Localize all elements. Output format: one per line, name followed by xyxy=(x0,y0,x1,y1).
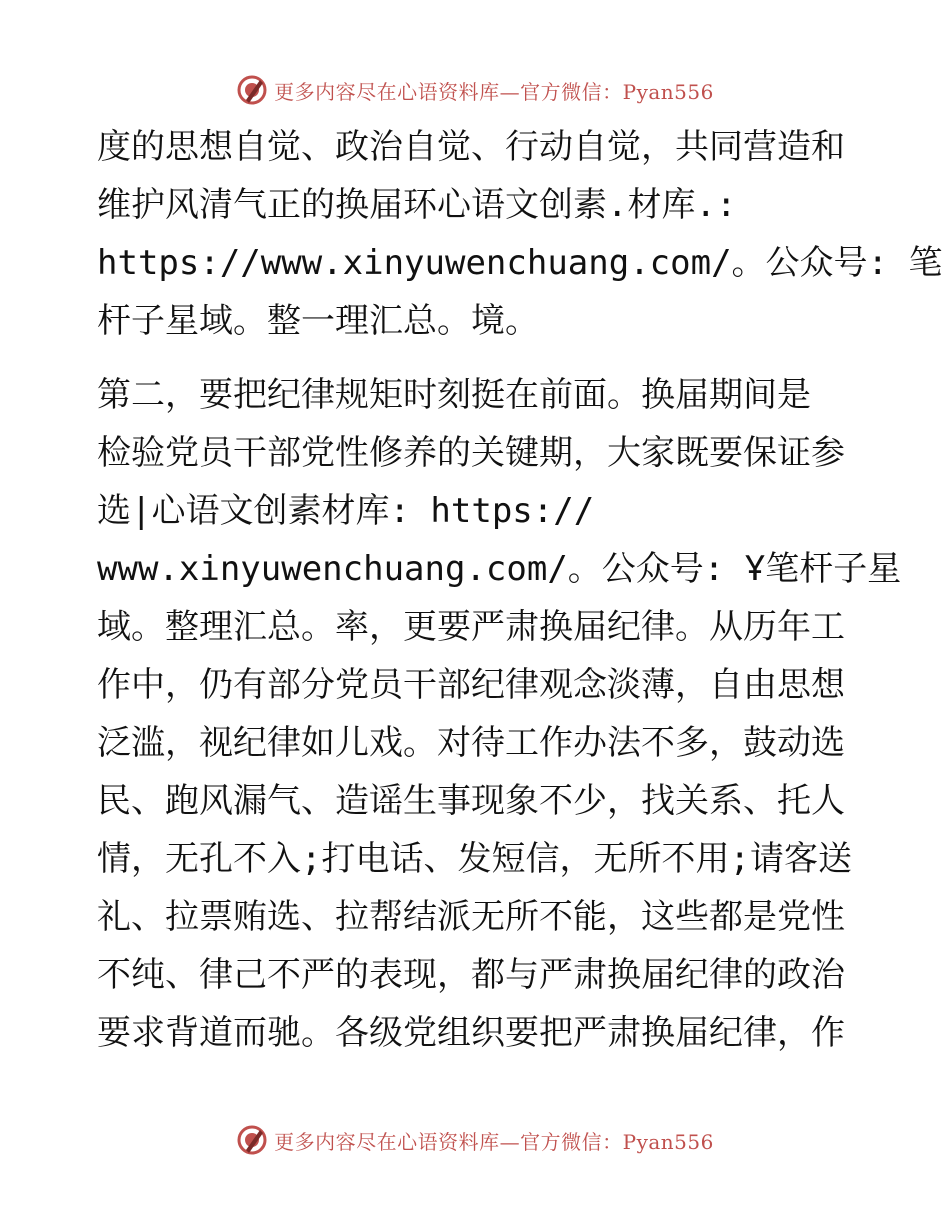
text-line: 民、跑风漏气、造谣生事现象不少，找关系、托人 xyxy=(97,781,845,821)
header-banner-text: 更多内容尽在心语资料库—官方微信：Pyan556 xyxy=(274,79,714,104)
text-line: 要求背道而驰。各级党组织要把严肃换届纪律，作 xyxy=(97,1013,845,1053)
text-line: 作中，仍有部分党员干部纪律观念淡薄，自由思想 xyxy=(97,665,845,705)
header-banner xyxy=(0,72,950,108)
paragraph-2 xyxy=(97,366,902,1062)
text-line: 第二，要把纪律规矩时刻挺在前面。换届期间是 xyxy=(97,375,811,415)
text-line: www.xinyuwenchuang.com/。公众号: Ұ笔杆子星 xyxy=(97,549,902,589)
text-line: 情，无孔不入;打电话、发短信，无所不用;请客送 xyxy=(97,839,852,879)
footer-banner-text: 更多内容尽在心语资料库—官方微信：Pyan556 xyxy=(274,1129,714,1154)
text-line: 礼、拉票贿选、拉帮结派无所不能，这些都是党性 xyxy=(97,897,845,937)
document-body xyxy=(97,118,943,1062)
pen-logo-icon xyxy=(236,1124,268,1156)
pen-logo-icon xyxy=(236,74,268,106)
text-line: 检验党员干部党性修养的关键期，大家既要保证参 xyxy=(97,433,845,473)
paragraph-1 xyxy=(97,118,943,350)
text-line: 度的思想自觉、政治自觉、行动自觉，共同营造和 xyxy=(97,127,845,167)
text-line: https://www.xinyuwenchuang.com/。公众号: 笔 xyxy=(97,243,943,283)
text-line: 杆子星域。整一理汇总。境。 xyxy=(97,301,539,341)
text-line: 选|心语文创素材库: https:// xyxy=(97,491,595,531)
paragraph-gap xyxy=(97,350,857,366)
text-line: 维护风清气正的换届环心语文创素.材库.: xyxy=(97,185,737,225)
text-line: 不纯、律己不严的表现，都与严肃换届纪律的政治 xyxy=(97,955,845,995)
text-line: 泛滥，视纪律如儿戏。对待工作办法不多，鼓动选 xyxy=(97,723,845,763)
text-line: 域。整理汇总。率，更要严肃换届纪律。从历年工 xyxy=(97,607,845,647)
footer-banner xyxy=(0,1122,950,1158)
